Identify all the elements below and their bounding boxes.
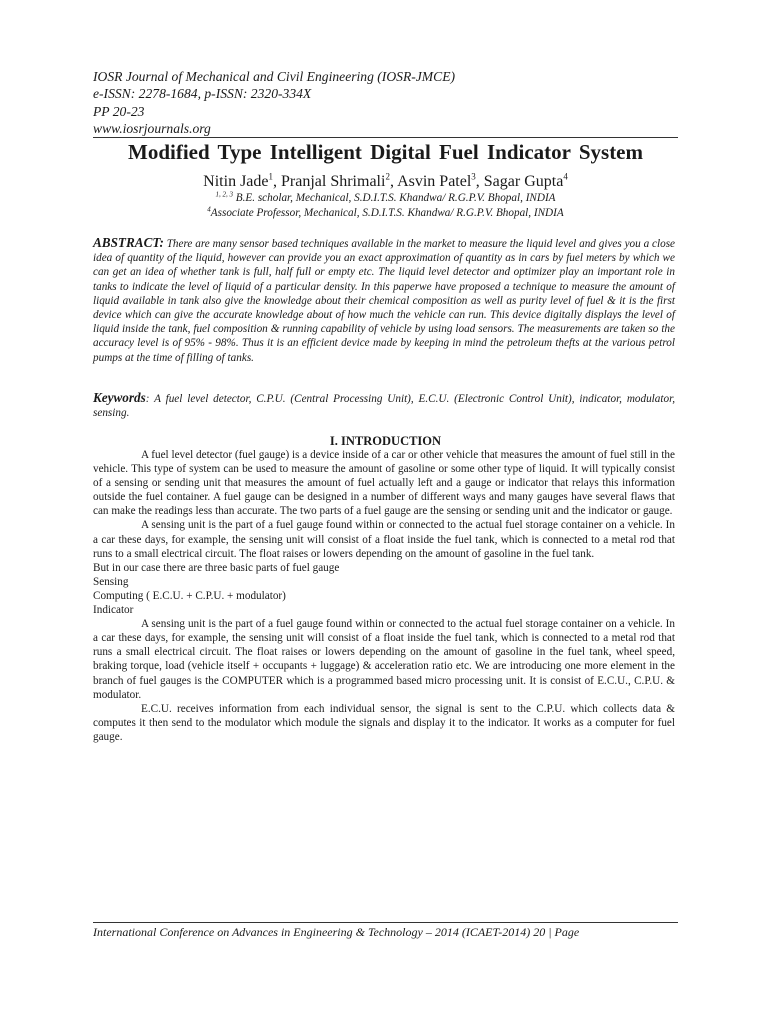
body-text: [93, 448, 675, 744]
affiliation-text: Associate Professor, Mechanical, S.D.I.T.S. Khandwa/ R.G.P.V. Bhopal, INDIA: [210, 207, 564, 219]
list-item: Sensing: [93, 575, 129, 588]
keywords: [93, 391, 675, 420]
journal-name: IOSR Journal of Mechanical and Civil Engineering (IOSR-JMCE): [93, 69, 456, 84]
footer-rule: [93, 922, 678, 923]
keywords-text: : A fuel level detector, C.P.U. (Central Processing Unit), E.C.U. (Electronic Control Unit), indicator, modulator, sensing.: [93, 393, 675, 420]
list-item: Computing ( E.C.U. + C.P.U. + modulator): [93, 589, 286, 602]
author-sup: 4: [563, 171, 568, 182]
author-sup: 2: [385, 171, 390, 182]
section-heading: I. INTRODUCTION: [329, 434, 442, 448]
paragraph: E.C.U. receives information from each individual sensor, the signal is sent to the C.P.U. which collects data & computes it then send to the modulator which module the signals and display it to the indicator. It works as a computer for fuel gauge.: [93, 702, 675, 743]
header-rule: [93, 137, 678, 138]
keywords-label: Keywords: [93, 390, 146, 405]
journal-pages: PP 20-23: [93, 103, 145, 119]
page-footer: International Conference on Advances in Engineering & Technology – 2014 (ICAET-2014) 20 | Page: [93, 925, 580, 939]
affiliation-sup: 4: [207, 205, 211, 214]
author-list: Nitin Jade$^1$, Pranjal Shrimali$^2$, Asvin Patel$^3$, Sagar Gupta$^4$: [203, 171, 568, 190]
author-name: Nitin Jade: [203, 173, 269, 190]
author-name: Sagar Gupta: [483, 173, 564, 190]
journal-issn: e-ISSN: 2278-1684, p-ISSN: 2320-334X: [93, 86, 312, 102]
paragraph: A fuel level detector (fuel gauge) is a device inside of a car or other vehicle that measures the amount of fuel still in the vehicle. This type of system can be used to measure the amount of gasoline or some other type of liquid. It will typically consist of a sensing or sending unit that measures the amount of fuel actually left and a gauge or indicator that relays this information outside the fuel container. A fuel gauge can be designed in a number of different ways and many gauges have several flaws that can make the readings less than accurate. The two parts of a fuel gauge are the sensing or sending unit and the indicator or gauge.: [93, 449, 675, 518]
affiliation-text: B.E. scholar, Mechanical, S.D.I.T.S. Khandwa/ R.G.P.V. Bhopal, INDIA: [232, 192, 556, 204]
affiliation-sup: 1, 2, 3: [215, 190, 233, 199]
paragraph: But in our case there are three basic parts of fuel gauge: [93, 561, 340, 574]
affiliation-1: [93, 191, 678, 205]
paper-title: Modified Type Intelligent Digital Fuel Indicator System: [128, 140, 643, 164]
journal-header: [93, 68, 693, 137]
author-name: Asvin Patel: [397, 173, 472, 190]
author-name: Pranjal Shrimali: [281, 173, 386, 190]
abstract-label: ABSTRACT:: [93, 235, 164, 250]
abstract-text: There are many sensor based techniques available in the market to measure the liquid level and gives you a close idea of quantity of the liquid, however can provide you an exact approximation of quantity as in cars by fuel meters by which we can get an idea of whether tank is full, half full or empty etc. The liquid level detector and optimizer play an important role in tanks to indicate the level of liquid of a particular density. In this paperwe have proposed a technique to measure the amount of liquid available in tank also give the knowledge about their chemical composition as well as purity level of fuel & it is the first device which can give the accurate knowledge about of how much the vehicle can run. This device digitally displays the level of liquid inside the tank, fuel composition & running capability of vehicle by using load sensors. The measurements are taken so the accuracy level is of 95% - 98%. Thus it is an efficient device made by keeping in mind the petroleum thefts at the various petrol pumps at the time of filling of tanks.: [93, 238, 676, 364]
paragraph: A sensing unit is the part of a fuel gauge found within or connected to the actual fuel storage container on a vehicle. In a car these days, for example, the sensing unit will consist of a float inside the fuel tank, which is connected to a metal rod that runs to a small electrical circuit. The float raises or lowers depending on the amount of gasoline in the fuel tank.: [93, 519, 675, 560]
abstract: [93, 236, 675, 365]
journal-url: www.iosrjournals.org: [93, 120, 211, 136]
author-sup: 3: [471, 171, 476, 182]
paragraph: A sensing unit is the part of a fuel gauge found within or connected to the actual fuel storage container on a vehicle. In a car these days, for example, the sensing unit will consist of a float inside the fuel tank, which is connected to a metal rod that runs a small electrical circuit. The float raises or lowers depending on the amount of gasoline in the fuel tank, wheel speed, braking torque, load (vehicle itself + occupants + luggage) & acceleration ratio etc. We are introducing one more element in the branch of fuel gauges is the COMPUTER which is a programmed based micro processing unit. It is consist of E.C.U., C.P.U. & modulator.: [93, 618, 675, 701]
affiliation-2: [93, 206, 678, 220]
author-sup: 1: [268, 171, 273, 182]
list-item: Indicator: [93, 604, 134, 617]
